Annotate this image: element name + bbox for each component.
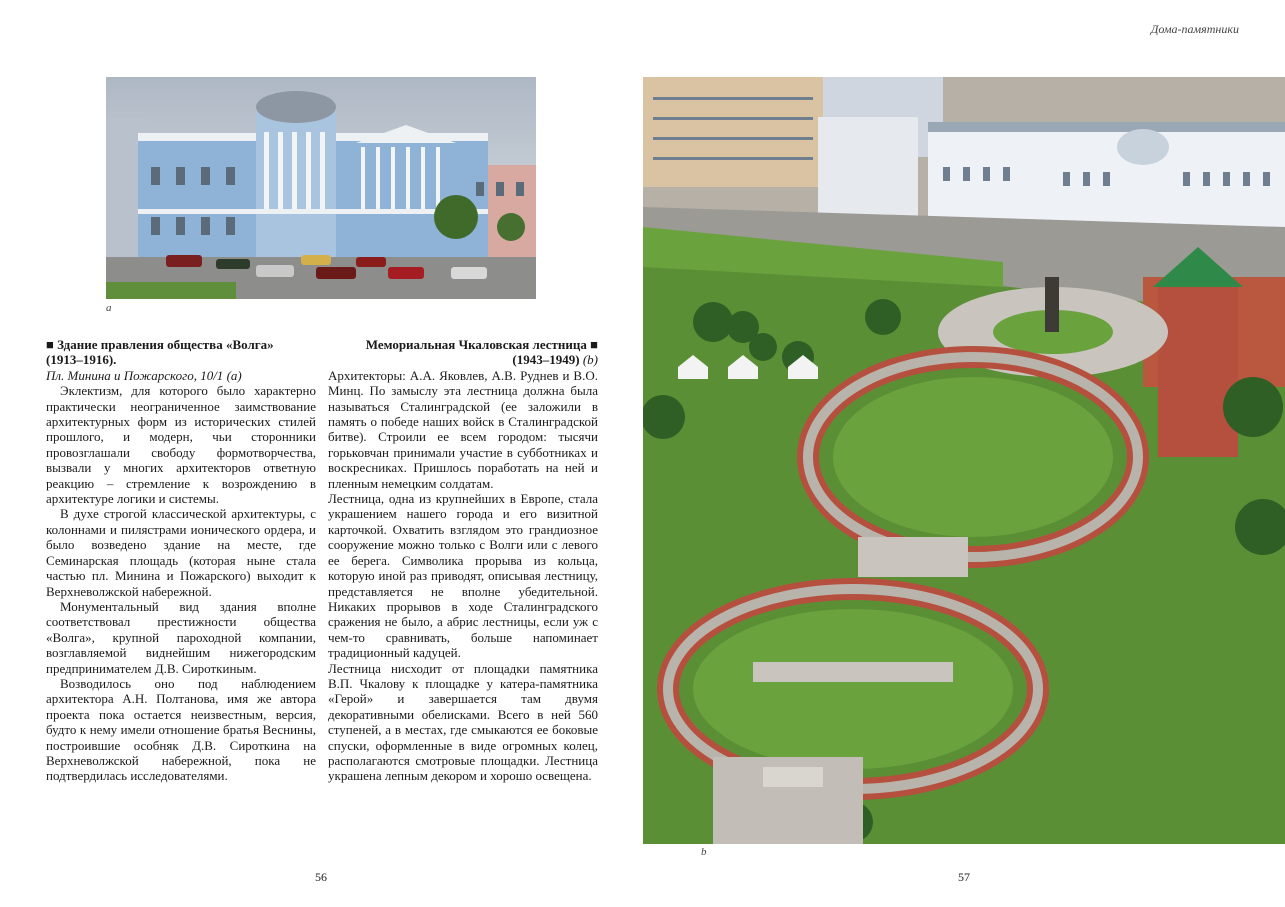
running-header: Дома-памятники xyxy=(1150,22,1239,36)
chkalov-stairs-illustration xyxy=(643,77,1285,844)
article-a-title: Здание правления общества «Волга» xyxy=(57,337,274,352)
article-a-address-ref: (a) xyxy=(226,367,242,383)
article-a-marker: ■ xyxy=(46,337,54,352)
article-b-marker: ■ xyxy=(590,337,598,352)
article-b-years-ref: (b) xyxy=(582,352,598,368)
article-b-years: (1943–1949) xyxy=(512,352,580,368)
photo-chkalov-stairs xyxy=(643,77,1285,844)
article-a-paragraph: Возводилось оно под наблюдением архитектора А.Н. Полтанова, имя же автора проекта пока остается неизвестным, версия, будто к нему имели отношение братья Веснины, построившие особняк Д.В. Сироткина на Верхневолжской набережной, пока не подтвердилась исследователями. xyxy=(46,675,316,784)
page-number-right: 57 xyxy=(958,870,970,884)
article-a-paragraph: Эклектизм, для которого было характерно практически неограниченное заимствование архитектурных форм из исторических стилей прошлого, и модерн, чьи сторонники провозглашали свободу формотворчества, вызвали у многих архитекторов ответную реакцию – стремление к возрождению в архитектуре логики и системы. xyxy=(46,383,316,507)
article-a-paragraph: В духе строгой классической архитектуры, с колоннами и пилястрами ионического ордера, и было возведено здание на месте, где Семинарская площадь (которая ныне стала частью пл. Минина и Пожарского) выходит к Верхневолжской набережной. xyxy=(46,506,316,599)
photo-volga-building xyxy=(106,77,536,299)
page-number-left: 56 xyxy=(315,870,327,884)
article-a-paragraph: Монументальный вид здания вполне соответствовал престижности общества «Волга», крупной пароходной компании, возглавляемой виднейшим нижегородским предпринимателем Д.В. Сироткиным. xyxy=(46,598,316,676)
article-a-years: (1913–1916). xyxy=(46,352,117,368)
article-b-paragraph: Лестница нисходит от площадки памятника В.П. Чкалову к площадке у катера-памятника «Герой» и завершается там двумя декоративными обелисками. Всего в ней 560 ступеней, а в местах, где смыкаются ее боковые спуски, оформленные в виде огромных колец, располагаются смотровые площадки. Лестница украшена лепным декором и хорошо освещена. xyxy=(328,660,598,784)
article-a-title-line xyxy=(46,337,316,352)
article-b-title: Мемориальная Чкаловская лестница xyxy=(365,337,587,352)
article-b-title-line xyxy=(328,337,598,352)
article-chkalov-stairs xyxy=(328,337,598,784)
article-b-paragraph: Лестница, одна из крупнейших в Европе, стала украшением нашего города и его визитной карточкой. Охватить взглядом это грандиозное сооружение можно только с Волги или с левого ее берега. Символика прорыва из кольца, которую иной раз приводят, описывая лестницу, представляется не вполне убедительной. Никаких прорывов в ходе Сталинградского сражения не было, а абрис лестницы, если уж с чем-то сравнивать, больше напоминает традиционный кадуцей. xyxy=(328,491,598,661)
volga-building-illustration xyxy=(106,77,536,299)
article-b-paragraph: Архитекторы: А.А. Яковлев, А.В. Руднев и В.О. Минц. По замыслу эта лестница должна была называться Сталинградской (ее заложили в память о победе наших войск в Сталинградской битве). Строили ее всем городом: тысячи горьковчан принимали участие в субботниках и воскресниках. Пришлось поработать на ней и пленным немецким солдатам. xyxy=(328,367,598,491)
article-b-years-line xyxy=(328,352,598,367)
article-a-address-line xyxy=(46,368,316,383)
article-a-address: Пл. Минина и Пожарского, 10/1 xyxy=(46,367,224,383)
photo-label-b: b xyxy=(701,846,707,858)
photo-label-a: a xyxy=(106,302,112,314)
article-volga xyxy=(46,337,316,784)
